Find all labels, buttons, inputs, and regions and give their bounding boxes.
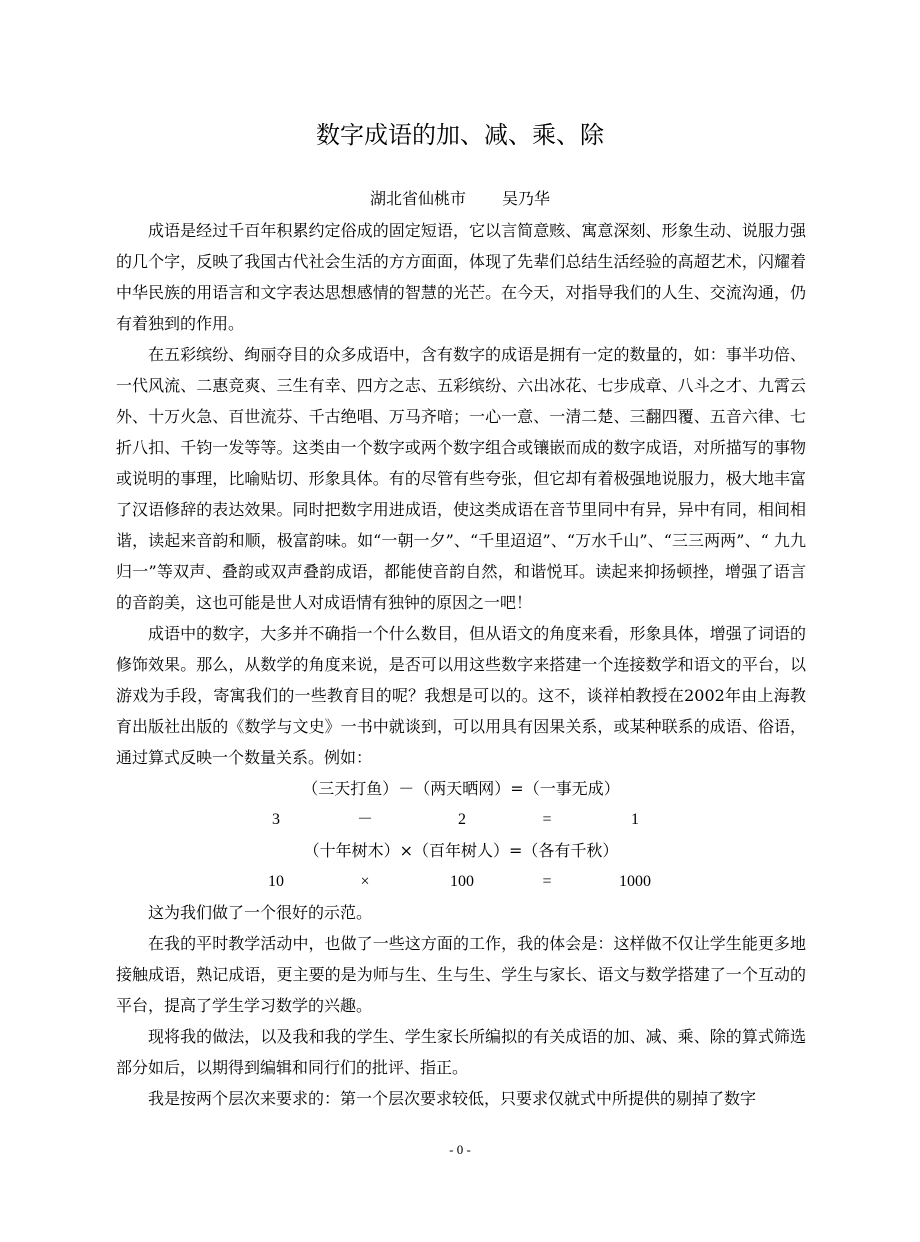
eq2-operand-b: 100 (450, 873, 474, 890)
equation-1-idioms: （三天打鱼）－（两天晒网）=（一事无成） (302, 779, 620, 798)
paragraph-intro: 成语是经过千百年积累约定俗成的固定短语，它以言简意赅、寓意深刻、形象生动、说服力强的几个字，反映了我国古代社会生活的方方面面，体现了先辈们总结生活经验的高超艺术，闪耀着中华民族的用语言和文字表达思想感情的智慧的光芒。在今天，对指导我们的人生、交流沟通，仍有着独到的作用。 (116, 221, 806, 333)
paragraph-examples: 在五彩缤纷、绚丽夺目的众多成语中，含有数字的成语是拥有一定的数量的，如：事半功倍、一代风流、二惠竞爽、三生有幸、四方之志、五彩缤纷、六出冰花、七步成章、八斗之才、九霄云外、十万火急、百世流芬、千古绝唱、万马齐喑；一心一意、一清二楚、三翻四覆、五音六律、七折八扣、千钧一发等等。这类由一个数字或两个数字组合或镶嵌而成的数字成语，对所描写的事物或说明的事理，比喻贴切、形象具体。有的尽管有些夸张，但它却有着极强地说服力，极大地丰富了汉语修辞的表达效果。同时把数字用进成语，使这类成语在音节里同中有异，异中有同，相间相谐，读起来音韵和顺，极富韵味。如“一朝一夕”、“千里迢迢”、“万水千山”、“三三两两”、“ 九九归一”等双声、叠韵或双声叠韵成语，都能使音韵自然，和谐悦耳。读起来抑扬顿挫，增强了语言的音韵美，这也可能是世人对成语情有独钟的原因之一吧！ (116, 345, 806, 612)
author-place: 湖北省仙桃市 (369, 189, 466, 208)
eq1-equals: = (542, 811, 552, 828)
paragraph-teaching: 在我的平时教学活动中，也做了一些这方面的工作，我的体会是：这样做不仅让学生能更多地接触成语，熟记成语，更主要的是为师与生、生与生、学生与家长、语文与数学搭建了一个互动的平台，提高了学生学习数学的兴趣。 (116, 934, 806, 1015)
equation-1-numbers (116, 804, 806, 835)
page-title: 数字成语的加、减、乘、除 (316, 121, 604, 149)
paragraph-example-note: 这为我们做了一个很好的示范。 (148, 903, 373, 922)
eq2-result: 1000 (619, 873, 651, 890)
eq2-operator: × (360, 873, 370, 890)
page-number: - 0 - (449, 1142, 471, 1157)
eq2-equals: = (542, 873, 552, 890)
paragraph-method: 现将我的做法，以及我和我的学生、学生家长所编拟的有关成语的加、减、乘、除的算式筛选部分如后，以期得到编辑和同行们的批评、指正。 (116, 1027, 806, 1077)
article-body (116, 215, 806, 1114)
author-line (0, 186, 920, 212)
eq1-result: 1 (631, 811, 639, 828)
eq1-operand-b: 2 (458, 811, 466, 828)
eq1-operand-a: 3 (272, 811, 280, 828)
equation-2-idioms: （十年树木）×（百年树人）=（各有千秋） (303, 841, 619, 860)
paragraph-levels: 我是按两个层次来要求的：第一个层次要求较低，只要求仅就式中所提供的剔掉了数字 (148, 1089, 757, 1108)
author-name: 吴乃华 (502, 189, 551, 208)
equation-2-numbers (116, 866, 806, 897)
paragraph-math-idea: 成语中的数字，大多并不确指一个什么数目，但从语文的角度来看，形象具体，增强了词语的修饰效果。那么，从数学的角度来说，是否可以用这些数字来搭建一个连接数学和语文的平台，以游戏为手段，寄寓我们的一些教育目的呢？我想是可以的。这不，谈祥柏教授在2002年由上海教育出版社出版的《数学与文史》一书中就谈到，可以用具有因果关系，或某种联系的成语、俗语，通过算式反映一个数量关系。例如： (116, 624, 806, 767)
eq2-operand-a: 10 (268, 873, 284, 890)
eq1-operator: － (356, 811, 373, 828)
